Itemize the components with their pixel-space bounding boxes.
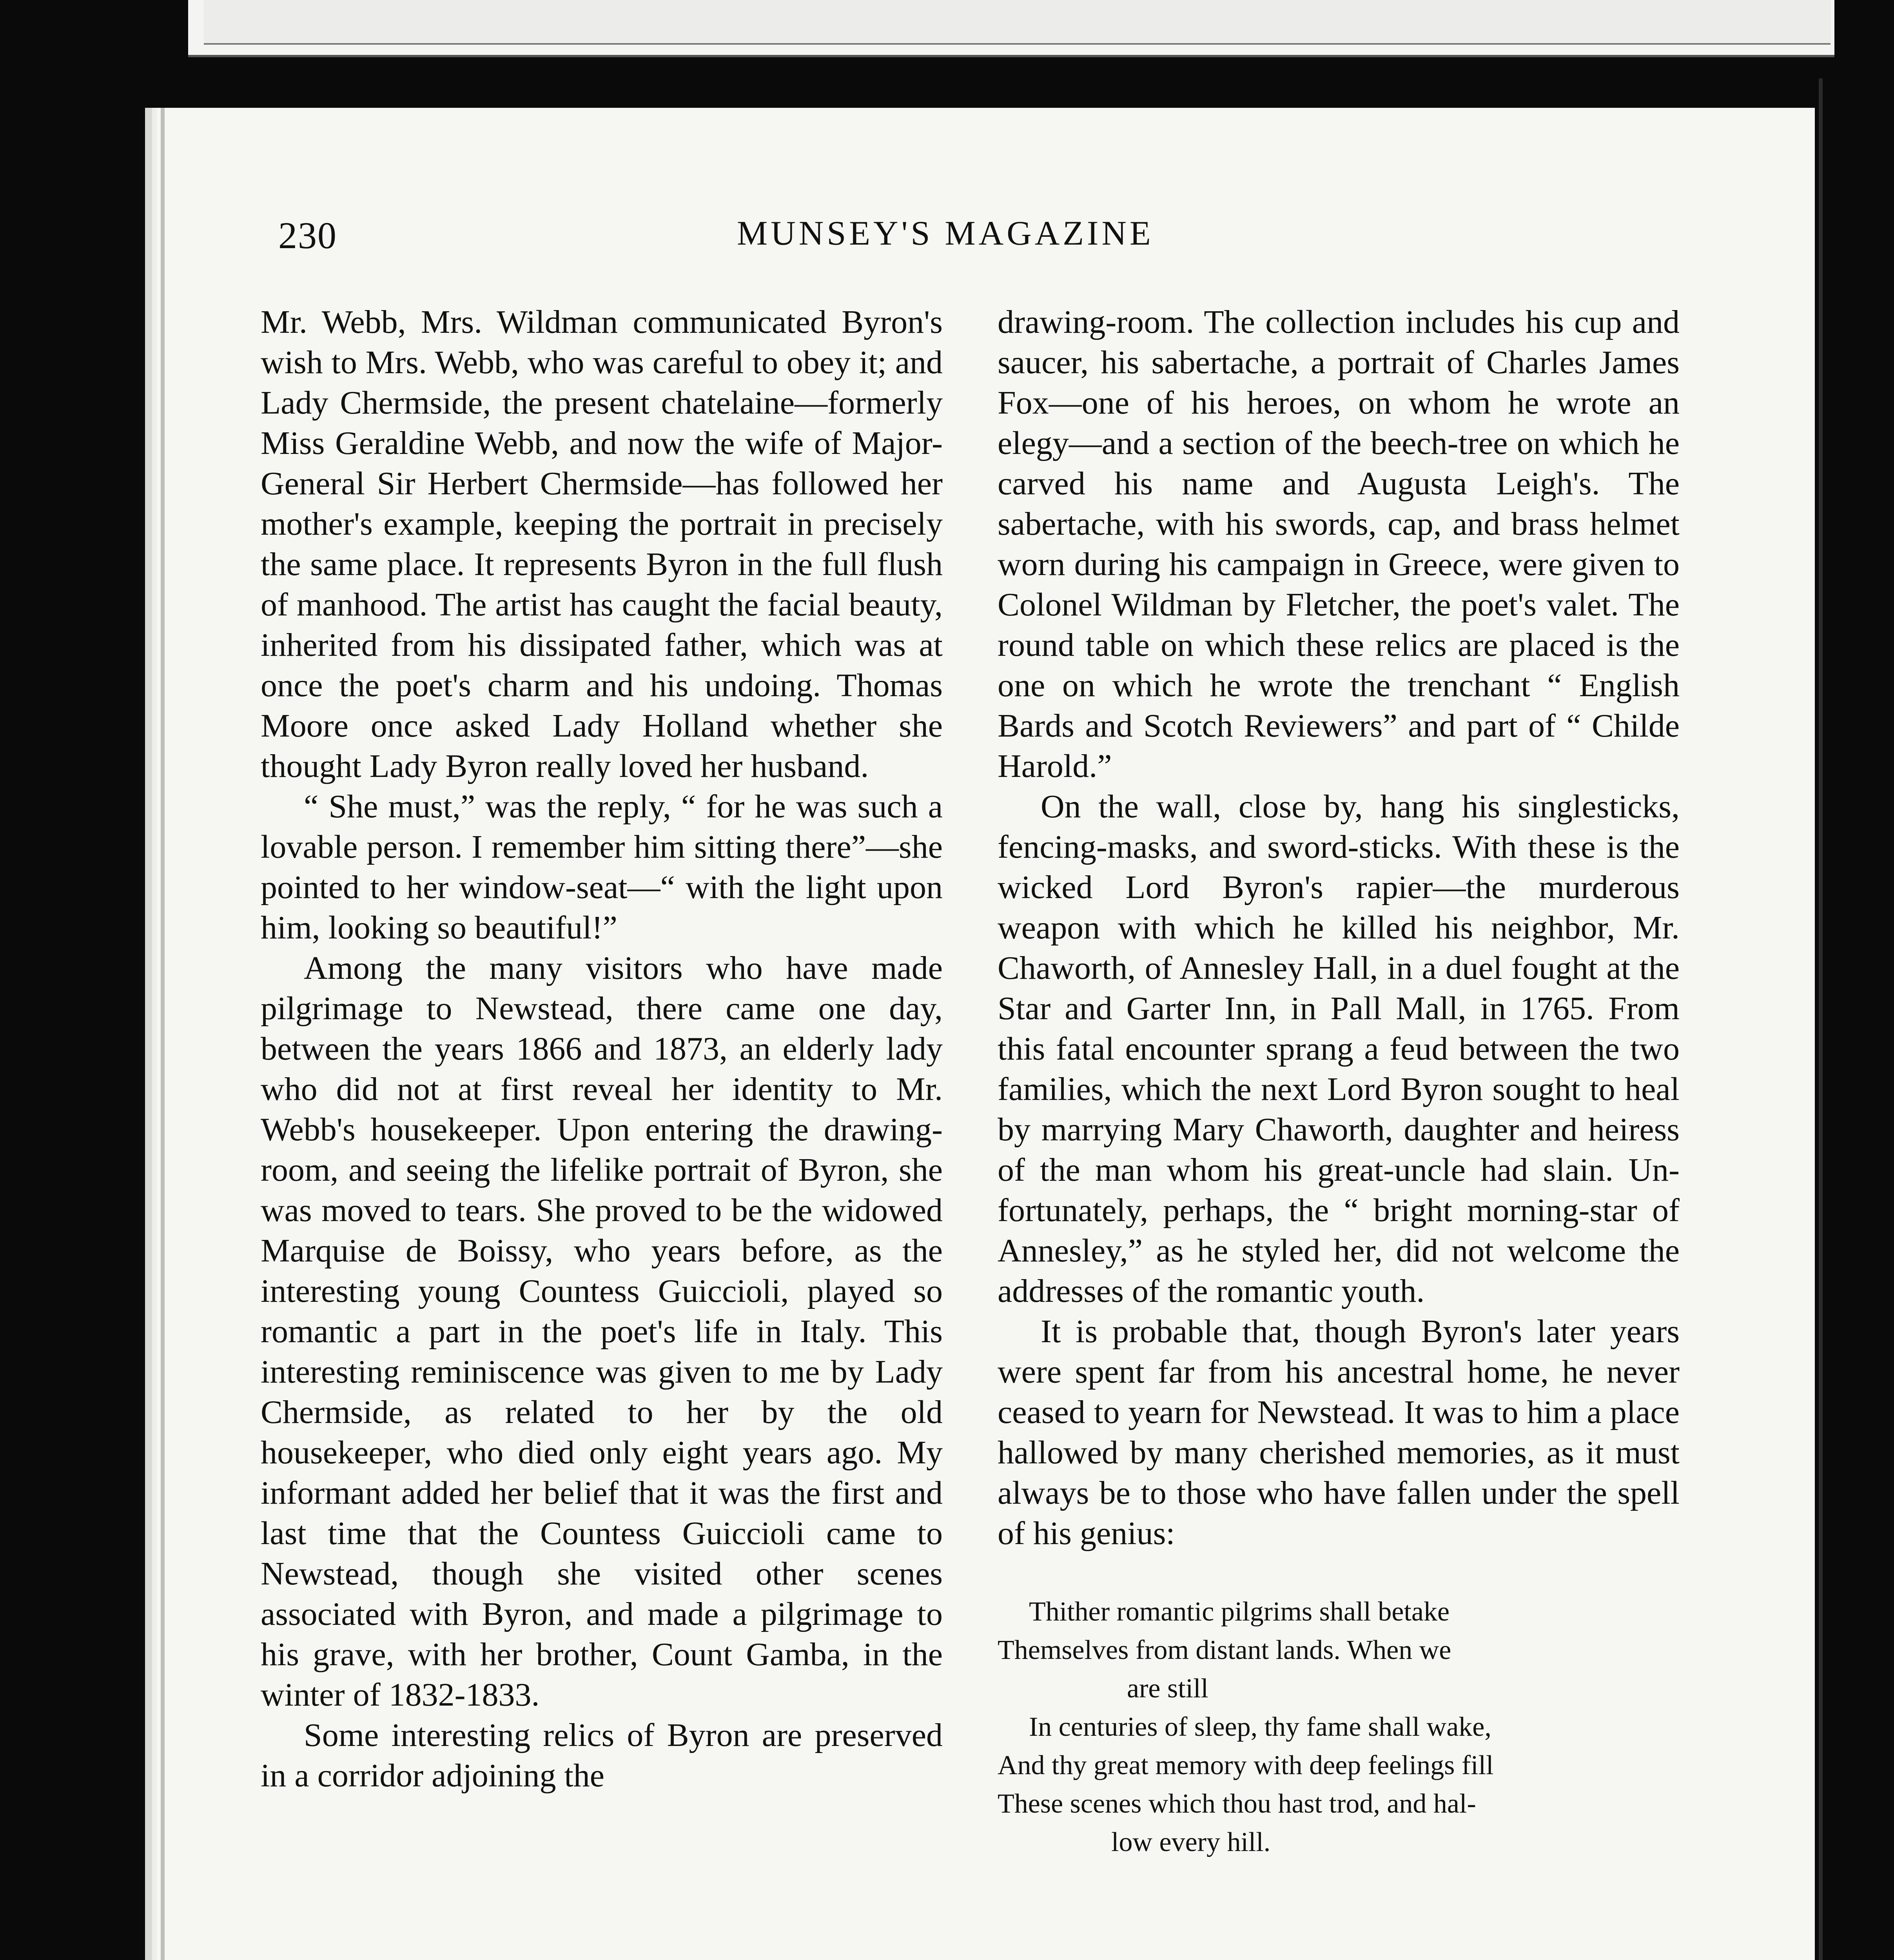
paragraph: drawing-room. The collection includes his cup and saucer, his sabertache, a portrait of Charles James Fox—one of his heroes, on whom he wrote an elegy—and a section of the beech-tree on which he carved his name and Augusta Leigh's. The sabertache, with his swords, cap, and brass helmet worn during his campaign in Greece, were given to Colonel Wildman by Fletcher, the poet's valet. The round table on which these relics are placed is the one on which he wrote the trenchant “ English Bards and Scotch Reviewers” and part of “ Childe Harold.” xyxy=(998,304,1680,784)
paragraph: On the wall, close by, hang his singlesticks, fencing-masks, and sword-sticks. With these is the wicked Lord Byron's rapier—the murderous weapon with which he killed his neighbor, Mr. Chaworth, of Annesley Hall, in a duel fought at the Star and Garter Inn, in Pall Mall, in 1765. From this fatal encounter sprang a feud between the two families, which the next Lord Byron sought to heal by marrying Mary Chaworth, daughter and heiress of the man whom his great-uncle had slain. Unfortunately, perhaps, the “ bright morning-star of Annesley,” as he styled her, did not welcome the addresses of the romantic youth. xyxy=(998,788,1680,1309)
verse-line: are still xyxy=(1127,1673,1208,1704)
paragraph: Mr. Webb, Mrs. Wildman communicated Byron's wish to Mrs. Webb, who was careful to obey it; and Lady Chermside, the present chatelaine—formerly Miss Geraldine Webb, and now the wife of Major-General Sir Herbert Chermside—has followed her mother's example, keeping the portrait in precisely the same place. It represents Byron in the full flush of manhood. The artist has caught the facial beauty, inherited from his dissipated father, which was at once the poet's charm and his undoing. Thomas Moore once asked Lady Holland whether she thought Lady Byron really loved her husband. xyxy=(261,304,943,784)
verse-line: And thy great memory with deep feelings fill xyxy=(998,1750,1494,1780)
paragraph: “ She must,” was the reply, “ for he was such a lovable person. I remember him sitting there”—she pointed to her window-seat—“ with the light upon him, looking so beautiful!” xyxy=(261,788,943,946)
paragraph: It is probable that, though Byron's later years were spent far from his ancestral home, he never ceased to yearn for Newstead. It was to him a place hallowed by many cherished memories, as it must always be to those who have fallen under the spell of his genius: xyxy=(998,1313,1680,1552)
verse-quotation xyxy=(998,1593,1680,1862)
right-text-column xyxy=(998,302,1680,1862)
right-dark-margin xyxy=(1819,78,1881,1960)
running-head: MUNSEY'S MAGAZINE xyxy=(737,214,1154,252)
verse-line: low every hill. xyxy=(1111,1827,1271,1857)
verse-line: Themselves from distant lands. When we xyxy=(998,1635,1451,1665)
verse-line: These scenes which thou hast trod, and hal- xyxy=(998,1789,1476,1819)
paragraph: Some interesting relics of Byron are preserved in a corridor adjoining the xyxy=(261,1717,943,1794)
page-spine-shadow xyxy=(161,108,165,1960)
verse-line: Thither romantic pilgrims shall betake xyxy=(1029,1597,1450,1627)
left-text-column xyxy=(261,302,943,1796)
page-number: 230 xyxy=(278,214,337,256)
page-stack-edge-inner xyxy=(204,0,1831,45)
verse-line: In centuries of sleep, thy fame shall wake, xyxy=(1029,1712,1491,1742)
paragraph: Among the many visitors who have made pilgrimage to Newstead, there came one day, between the years 1866 and 1873, an elderly lady who did not at first reveal her identity to Mr. Webb's housekeeper. Upon entering the drawing-room, and seeing the lifelike portrait of Byron, she was moved to tears. She proved to be the widowed Marquise de Boissy, who years before, as the interesting young Countess Guiccioli, played so romantic a part in the poet's life in Italy. This interesting reminiscence was given to me by Lady Chermside, as related to her by the old housekeeper, who died only eight years ago. My informant added her belief that it was the first and last time that the Countess Guiccioli came to Newstead, though she visited other scenes associated with Byron, and made a pilgrimage to his grave, with her brother, Count Gamba, in the winter of 1832-1833. xyxy=(261,950,943,1713)
